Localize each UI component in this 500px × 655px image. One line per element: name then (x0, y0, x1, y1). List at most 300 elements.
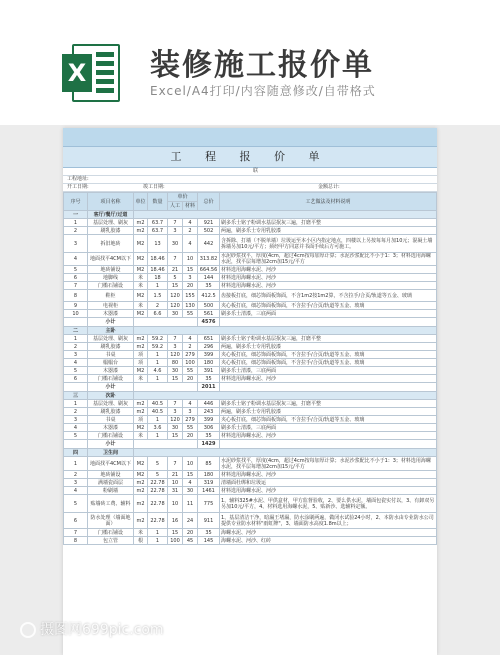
table-row (64, 495, 437, 513)
row-no: 5 (64, 495, 88, 513)
quote-table (63, 192, 437, 545)
material-price: 20 (183, 375, 198, 383)
unit: m2 (134, 400, 148, 408)
total-price: 391 (198, 367, 220, 375)
material-price: 2 (183, 227, 198, 235)
subtotal-blank (134, 318, 198, 327)
unit: 米 (134, 432, 148, 440)
col-header-total: 总价 (198, 193, 220, 211)
description: 海螺水泥、河沙 (220, 529, 437, 537)
description: 刷多乐士清漆，三底两面 (220, 424, 437, 432)
description: 夹心板打底，细芯饰面板饰面，不含拉手/合页/轨道等五金、玻璃 (220, 302, 437, 310)
section-header (64, 392, 437, 400)
table-row (64, 424, 437, 432)
material-price: 100 (183, 359, 198, 367)
row-no: 4 (64, 424, 88, 432)
section-filler (134, 449, 437, 457)
subtotal-blank (220, 383, 437, 392)
total-price: 500 (198, 302, 220, 310)
description: 材料选用海螺水泥、河沙 (220, 282, 437, 290)
subtotal-value: 2011 (198, 383, 220, 392)
subtotal-row (64, 318, 437, 327)
col-header-unit: 单位 (134, 193, 148, 211)
unit: m2 (134, 479, 148, 487)
col-header-labor: 人工 (168, 202, 183, 211)
quantity: 59.2 (148, 343, 168, 351)
labor-price: 120 (168, 290, 183, 302)
quantity: 3.6 (148, 424, 168, 432)
description: 夹心板打底，细芯饰面板饰面，不含拉手/合页/轨道等五金、玻璃 (220, 359, 437, 367)
unit: 米 (134, 529, 148, 537)
subtotal-row (64, 383, 437, 392)
row-no: 2 (64, 408, 88, 416)
quantity: 63.7 (148, 227, 168, 235)
table-row (64, 400, 437, 408)
unit: m2 (134, 495, 148, 513)
item-name: 鞋柜 (88, 290, 134, 302)
description: 水泥砂浆找平，厚度(4cm，超过4cm按每加厚计算；水泥沙浆配比不小于1：3；材料选用海螺水泥，找平层每增加2cm加15元/平方 (220, 457, 437, 471)
row-no: 1 (64, 335, 88, 343)
row-no: 3 (64, 351, 88, 359)
watermark-text: 摄图网699pic.com (40, 622, 164, 638)
row-no: 4 (64, 359, 88, 367)
quantity: 22.78 (148, 495, 168, 513)
excel-icon (60, 42, 122, 104)
quantity: 1 (148, 416, 168, 424)
labor-price: 15 (168, 282, 183, 290)
table-row (64, 367, 437, 375)
row-no: 1 (64, 400, 88, 408)
labor-price: 7 (168, 219, 183, 227)
row-no: 5 (64, 266, 88, 274)
section-name: 次卧 (88, 392, 134, 400)
dates-row (63, 184, 437, 192)
item-name: 地脚线 (88, 274, 134, 282)
labor-price: 30 (168, 424, 183, 432)
item-name: 粉刷墙 (88, 487, 134, 495)
total-price: 180 (198, 471, 220, 479)
material-price: 2 (183, 343, 198, 351)
labor-price: 30 (168, 367, 183, 375)
row-no: 3 (64, 235, 88, 253)
labor-price: 3 (168, 408, 183, 416)
section-name: 主卧 (88, 327, 134, 335)
unit: 米 (134, 274, 148, 282)
labor-price: 15 (168, 375, 183, 383)
section-header (64, 449, 437, 457)
quote-table-body (64, 211, 437, 545)
material-price: 4 (183, 219, 198, 227)
total-price: 35 (198, 432, 220, 440)
material-price: 4 (183, 335, 198, 343)
unit: M2 (134, 235, 148, 253)
table-row (64, 432, 437, 440)
unit: m2 (134, 335, 148, 343)
row-no: 7 (64, 282, 88, 290)
total-price: 180 (198, 359, 220, 367)
quantity: 18.46 (148, 253, 168, 266)
item-name: 地面找平4CM以下 (88, 457, 134, 471)
table-row (64, 529, 437, 537)
table-row (64, 335, 437, 343)
material-price: 30 (183, 487, 198, 495)
item-name: 防水处理（墙面地面） (88, 513, 134, 529)
unit: 项 (134, 351, 148, 359)
labor-price: 5 (168, 274, 183, 282)
total-price: 35 (198, 375, 220, 383)
section-header (64, 327, 437, 335)
item-name: 地面找平4CM以下 (88, 253, 134, 266)
description: 1、辅料325#水泥、甲供盒材，甲方监督验收，2、要么供水泥，墙面包瓷实付以，3、有卸双另另加10元/平方，4、材料选用海螺水泥，5、贴新沙、选辅料定额。 (220, 495, 437, 513)
quantity: 1 (148, 359, 168, 367)
labor-price: 3 (168, 227, 183, 235)
row-no: 1 (64, 457, 88, 471)
table-row (64, 359, 437, 367)
subtotal-label: 小计 (88, 383, 134, 392)
row-no: 8 (64, 290, 88, 302)
total-price: 921 (198, 219, 220, 227)
row-no: 1 (64, 219, 88, 227)
item-name: 拆旧地砖 (88, 235, 134, 253)
col-header-material: 材料 (183, 202, 198, 211)
description: 刷多乐士清漆，三底两面 (220, 367, 437, 375)
item-name: 门槛石铺设 (88, 282, 134, 290)
watermark-logo-icon (20, 622, 36, 638)
table-row (64, 513, 437, 529)
material-price: 4 (183, 479, 198, 487)
material-price: 15 (183, 266, 198, 274)
total-price: 144 (198, 274, 220, 282)
item-name: 包立管 (88, 537, 134, 545)
col-header-desc: 工艺做法及材料说明 (220, 193, 437, 211)
total-price: 399 (198, 416, 220, 424)
row-no: 2 (64, 227, 88, 235)
quantity: 1 (148, 375, 168, 383)
quantity: 18.46 (148, 266, 168, 274)
total-price: 313.82 (198, 253, 220, 266)
section-filler (134, 211, 437, 219)
total-price: 399 (198, 351, 220, 359)
item-name: 门槛石铺设 (88, 529, 134, 537)
col-header-no: 序号 (64, 193, 88, 211)
row-no: 5 (64, 367, 88, 375)
page-subtitle: Excel/A4打印/内容随意修改/自带格式 (150, 84, 376, 98)
unit: m2 (134, 227, 148, 235)
section-number: 四 (64, 449, 88, 457)
unit: M2 (134, 367, 148, 375)
subtotal-blank (64, 318, 88, 327)
quantity: 2 (148, 302, 168, 310)
quantity: 40.5 (148, 400, 168, 408)
description: 材料选用海螺水泥、河沙 (220, 266, 437, 274)
table-row (64, 487, 437, 495)
finish-date-label: 竣工日期: (143, 184, 165, 190)
col-header-unit-price: 单价 (168, 193, 198, 202)
subtotal-value: 4576 (198, 318, 220, 327)
row-no: 4 (64, 253, 88, 266)
labor-price: 7 (168, 400, 183, 408)
sheet-title: 工 程 报 价 单 (63, 146, 437, 168)
subtotal-label: 小计 (88, 440, 134, 449)
labor-price: 30 (168, 235, 183, 253)
row-no: 3 (64, 479, 88, 487)
row-no: 10 (64, 310, 88, 318)
unit: 米 (134, 375, 148, 383)
total-price: 442 (198, 235, 220, 253)
excel-icon-letter: X (67, 59, 87, 87)
quantity: 1 (148, 529, 168, 537)
quantity: 22.78 (148, 487, 168, 495)
item-name: 门槛石铺设 (88, 375, 134, 383)
description: 两遍，刷多乐士专用乳胶漆 (220, 408, 437, 416)
section-name: 卫生间 (88, 449, 134, 457)
subtotal-blank (64, 440, 88, 449)
table-row (64, 310, 437, 318)
quantity: 1.5 (148, 290, 168, 302)
unit: m2 (134, 487, 148, 495)
description: 材料选用海螺水泥、河沙 (220, 274, 437, 282)
quantity: 5 (148, 471, 168, 479)
subtotal-value: 1429 (198, 440, 220, 449)
material-price: 15 (183, 471, 198, 479)
subtotal-blank (64, 383, 88, 392)
labor-price: 16 (168, 513, 183, 529)
labor-price: 120 (168, 351, 183, 359)
description: 两遍，刷多乐士专用乳胶漆 (220, 343, 437, 351)
table-row (64, 266, 437, 274)
table-row (64, 227, 437, 235)
description: 夹心板打底，细芯饰面板饰面，不含拉手/合页/轨道等五金、玻璃 (220, 351, 437, 359)
material-price: 20 (183, 432, 198, 440)
labor-price: 7 (168, 253, 183, 266)
item-name: 刷乳胶漆 (88, 408, 134, 416)
col-header-qty: 数量 (148, 193, 168, 211)
section-header (64, 211, 437, 219)
quantity: 22.78 (148, 479, 168, 487)
quantity: 1 (148, 282, 168, 290)
labor-price: 100 (168, 537, 183, 545)
description: 材料选用海螺水泥、河沙 (220, 471, 437, 479)
row-no: 7 (64, 529, 88, 537)
item-name: 地砖铺设 (88, 266, 134, 274)
unit: M2 (134, 253, 148, 266)
description: 水泥砂浆找平，厚度(4cm，超过4cm按每加厚计算；水泥沙浆配比不小于1：3；材料选用海螺水泥，找平层每增加2cm加15元/平方 (220, 253, 437, 266)
table-row (64, 416, 437, 424)
row-no: 3 (64, 416, 88, 424)
description: 刷多乐士铭子粉调水基层抿灰三遍，打磨平整 (220, 400, 437, 408)
section-filler (134, 392, 437, 400)
material-price: 4 (183, 235, 198, 253)
table-row (64, 537, 437, 545)
labor-price: 120 (168, 302, 183, 310)
description: 夹心板打底，细芯饰面板饰面，不含拉手/合页/轨道等五金、玻璃 (220, 416, 437, 424)
total-price: 243 (198, 408, 220, 416)
item-name: 书桌 (88, 416, 134, 424)
total-price: 664.56 (198, 266, 220, 274)
unit: 根 (134, 537, 148, 545)
spreadsheet-preview (63, 128, 437, 655)
labor-price: 7 (168, 335, 183, 343)
material-price: 4 (183, 400, 198, 408)
material-price: 55 (183, 424, 198, 432)
labor-price: 30 (168, 310, 183, 318)
total-price: 911 (198, 513, 220, 529)
description: 两遍，刷多乐士专用乳胶漆 (220, 227, 437, 235)
table-row (64, 479, 437, 487)
table-row (64, 343, 437, 351)
item-name: 贴墙砖工费、辅料 (88, 495, 134, 513)
quantity: 1 (148, 537, 168, 545)
item-name: 木器漆 (88, 310, 134, 318)
unit: M2 (134, 266, 148, 274)
labor-price: 10 (168, 495, 183, 513)
labor-price: 120 (168, 416, 183, 424)
amount-total-label: 金额总计: (318, 184, 340, 190)
row-no: 6 (64, 375, 88, 383)
table-row (64, 235, 437, 253)
item-name: 刷乳胶漆 (88, 227, 134, 235)
unit: m2 (134, 219, 148, 227)
table-row (64, 302, 437, 310)
quantity: 4.6 (148, 367, 168, 375)
row-no: 4 (64, 487, 88, 495)
description: 刷多乐士铭子粉调水基层抿灰三遍，打磨平整 (220, 219, 437, 227)
total-price: 1461 (198, 487, 220, 495)
section-name: 客厅/餐厅/过道 (88, 211, 134, 219)
description: 齿接板打底，细芯饰面板饰面，不含1m2按1m2算，不含拉手/合页/轨道等五金、玻璃 (220, 290, 437, 302)
material-price: 3 (183, 274, 198, 282)
row-no: 6 (64, 274, 88, 282)
labor-price: 15 (168, 432, 183, 440)
material-price: 130 (183, 302, 198, 310)
quantity: 63.7 (148, 219, 168, 227)
table-row (64, 457, 437, 471)
total-price: 306 (198, 424, 220, 432)
subtotal-row (64, 440, 437, 449)
subtotal-blank (220, 440, 437, 449)
total-price: 35 (198, 282, 220, 290)
item-name: 基层处理、刷灰 (88, 219, 134, 227)
description: 材料选用海螺水泥、河沙 (220, 432, 437, 440)
quantity: 13 (148, 235, 168, 253)
page-title: 装修施工报价单 (150, 48, 374, 83)
item-name: 门槛石铺设 (88, 432, 134, 440)
section-number: 一 (64, 211, 88, 219)
material-price: 10 (183, 253, 198, 266)
quantity: 5 (148, 457, 168, 471)
item-name: 地砖铺设 (88, 471, 134, 479)
table-row (64, 471, 437, 479)
table-row (64, 253, 437, 266)
description: 清墙面杜绑和垃圾运 (220, 479, 437, 487)
unit: M2 (134, 290, 148, 302)
table-row (64, 219, 437, 227)
unit: 米 (134, 302, 148, 310)
watermark (20, 615, 220, 645)
material-price: 3 (183, 408, 198, 416)
total-price: 446 (198, 400, 220, 408)
unit: m2 (134, 513, 148, 529)
total-price: 85 (198, 457, 220, 471)
item-name: 木器漆 (88, 367, 134, 375)
description: 刷多乐士清漆，三底两面 (220, 310, 437, 318)
item-name: 电视柜 (88, 302, 134, 310)
table-row (64, 408, 437, 416)
total-price: 35 (198, 529, 220, 537)
subtotal-label: 小计 (88, 318, 134, 327)
section-filler (134, 327, 437, 335)
unit: 米 (134, 282, 148, 290)
contact-row (63, 168, 437, 176)
item-name: 刷乳胶漆 (88, 343, 134, 351)
description: 含拆除、打墙（不脱单墙）垃圾运至本小区内指定地点，四楼以上另按每每月加10元；混凝土墙拆墙另加10元/平方；须经甲方同意并书面手续后方可施工。 (220, 235, 437, 253)
item-name: 基层处理、刷灰 (88, 400, 134, 408)
labor-price: 10 (168, 479, 183, 487)
section-number: 二 (64, 327, 88, 335)
table-row (64, 351, 437, 359)
material-price: 55 (183, 367, 198, 375)
item-name: 榻榻台 (88, 359, 134, 367)
total-price: 775 (198, 495, 220, 513)
description: 1、基层清洁干净，暗漏王堵漏，防水涂刷两遍，做闭水试验24小时，2、本防水由专业防水公司提供专业防水材料"雨虹牌"，3、墙面防水高度1.8m以上； (220, 513, 437, 529)
total-price: 145 (198, 537, 220, 545)
total-price: 319 (198, 479, 220, 487)
total-price: 651 (198, 335, 220, 343)
unit: m2 (134, 343, 148, 351)
subtotal-blank (134, 383, 198, 392)
description: 刷多乐士铭子粉调水基层抿灰三遍，打磨平整 (220, 335, 437, 343)
quantity: 59.2 (148, 335, 168, 343)
unit: 项 (134, 416, 148, 424)
table-row (64, 274, 437, 282)
material-price: 55 (183, 310, 198, 318)
quantity: 1 (148, 432, 168, 440)
item-name: 木器漆 (88, 424, 134, 432)
project-address-row (63, 176, 437, 184)
material-price: 20 (183, 529, 198, 537)
row-no: 6 (64, 513, 88, 529)
labor-price: 21 (168, 471, 183, 479)
quantity: 6.6 (148, 310, 168, 318)
quantity: 40.5 (148, 408, 168, 416)
item-name: 满墙瓷面层 (88, 479, 134, 487)
total-price: 296 (198, 343, 220, 351)
material-price: 279 (183, 351, 198, 359)
total-price: 502 (198, 227, 220, 235)
total-price: 561 (198, 310, 220, 318)
material-price: 279 (183, 416, 198, 424)
table-row (64, 282, 437, 290)
row-no: 2 (64, 471, 88, 479)
sheet-top-band (63, 128, 437, 146)
labor-price: 31 (168, 487, 183, 495)
material-price: 155 (183, 290, 198, 302)
row-no: 2 (64, 343, 88, 351)
total-price: 412.5 (198, 290, 220, 302)
project-address-label: 工程地址: (67, 176, 89, 182)
unit: M2 (134, 457, 148, 471)
material-price: 24 (183, 513, 198, 529)
labor-price: 3 (168, 343, 183, 351)
start-date-label: 开工日期: (67, 184, 89, 190)
unit: M2 (134, 424, 148, 432)
labor-price: 15 (168, 529, 183, 537)
unit: 项 (134, 359, 148, 367)
unit: M2 (134, 310, 148, 318)
quantity: 22.78 (148, 513, 168, 529)
item-name: 基层处理、刷灰 (88, 335, 134, 343)
subtotal-blank (134, 440, 198, 449)
